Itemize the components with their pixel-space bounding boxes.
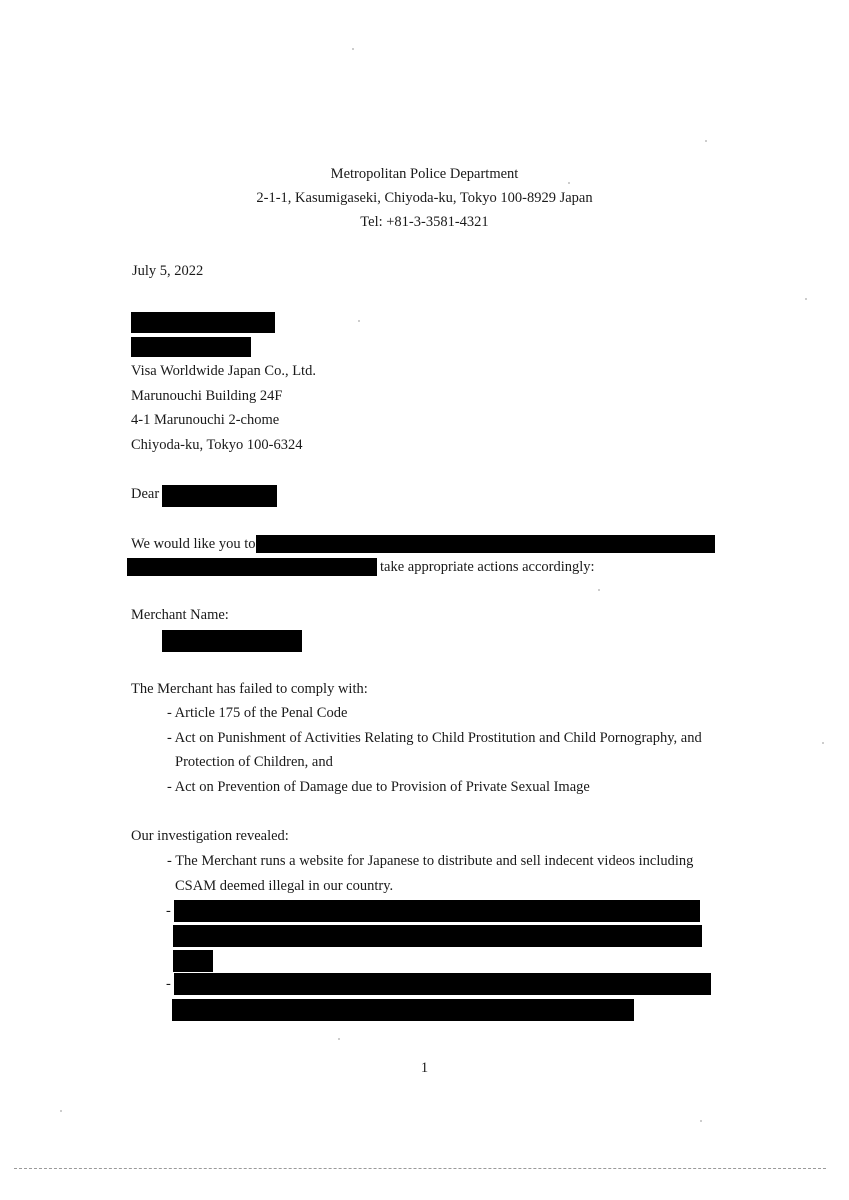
request-line-2: take appropriate actions accordingly: <box>380 559 595 575</box>
salutation: Dear <box>131 486 160 502</box>
scan-speck <box>822 742 824 744</box>
merchant-label: Merchant Name: <box>131 607 229 623</box>
redaction-bar <box>131 312 275 333</box>
recipient-company: Visa Worldwide Japan Co., Ltd. <box>131 363 316 379</box>
page-number: 1 <box>420 1060 429 1076</box>
failure-intro: The Merchant has failed to comply with: <box>131 681 368 697</box>
failure-item-continuation: Protection of Children, and <box>175 754 333 770</box>
bullet-dash: - <box>166 976 171 992</box>
scan-speck <box>805 298 807 300</box>
scan-edge-line <box>14 1168 826 1169</box>
redaction-bar <box>174 900 700 922</box>
recipient-street: 4-1 Marunouchi 2-chome <box>131 412 280 428</box>
redaction-bar <box>174 973 711 995</box>
redaction-bar <box>256 535 715 553</box>
recipient-building: Marunouchi Building 24F <box>131 388 283 404</box>
redaction-bar <box>162 485 277 507</box>
redaction-bar <box>127 558 377 576</box>
scan-speck <box>60 1110 62 1112</box>
redaction-bar <box>131 337 251 357</box>
failure-item: - Act on Prevention of Damage due to Provision of Private Sexual Image <box>167 779 590 795</box>
scan-speck <box>358 320 360 322</box>
recipient-city: Chiyoda-ku, Tokyo 100-6324 <box>131 437 303 453</box>
failure-item: - Act on Punishment of Activities Relating to Child Prostitution and Child Pornography, and <box>167 730 702 746</box>
redaction-bar <box>173 950 213 972</box>
redaction-bar <box>173 925 702 947</box>
redaction-bar <box>172 999 634 1021</box>
scan-speck <box>705 140 707 142</box>
sender-org: Metropolitan Police Department <box>330 166 519 182</box>
investigation-intro: Our investigation revealed: <box>131 828 289 844</box>
scan-speck <box>352 48 354 50</box>
letter-date: July 5, 2022 <box>132 263 204 279</box>
investigation-item-continuation: CSAM deemed illegal in our country. <box>175 878 394 894</box>
investigation-item: - The Merchant runs a website for Japanese to distribute and sell indecent videos including <box>167 853 694 869</box>
bullet-dash: - <box>166 903 171 919</box>
scan-speck <box>568 182 570 184</box>
failure-item: - Article 175 of the Penal Code <box>167 705 348 721</box>
scan-speck <box>598 589 600 591</box>
sender-address: 2-1-1, Kasumigaseki, Chiyoda-ku, Tokyo 100-8929 Japan <box>256 190 593 206</box>
scan-speck <box>700 1120 702 1122</box>
scan-speck <box>338 1038 340 1040</box>
request-line-1: We would like you to <box>131 536 256 552</box>
sender-tel: Tel: +81-3-3581-4321 <box>360 214 489 230</box>
redaction-bar <box>162 630 302 652</box>
